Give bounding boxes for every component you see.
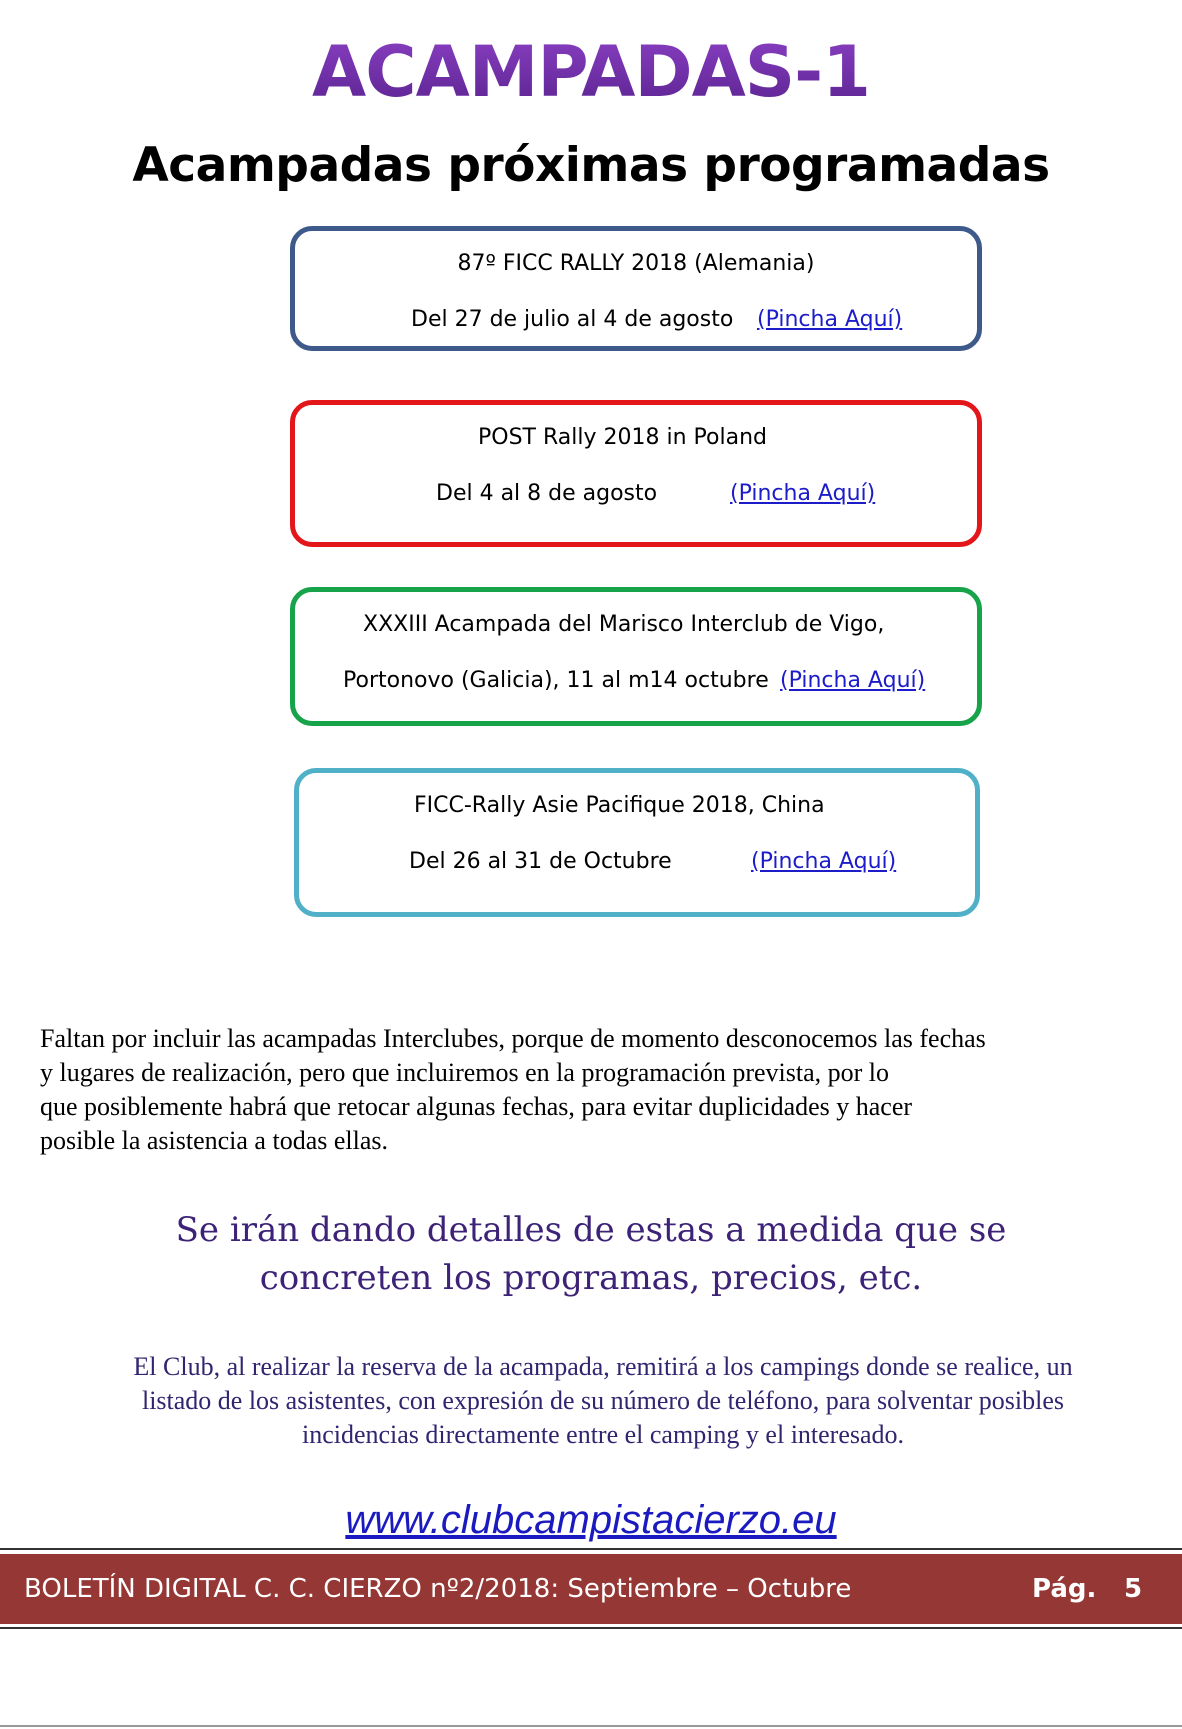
note-line: listado de los asistentes, con expresión de su número de teléfono, para solventar posibles [141,1386,1065,1415]
notice-line: concreten los programas, precios, etc. [259,1258,923,1298]
event-name: POST Rally 2018 in Poland [478,425,767,450]
event-dates: Del 4 al 8 de agosto [436,481,658,506]
footer-divider-top [0,1548,1182,1550]
notice-line: Se irán dando detalles de estas a medida que se [175,1210,1007,1250]
event-card-ficc-asie-pacifique [294,768,980,917]
website-link[interactable]: www.clubcampistacierzo.eu [345,1498,837,1542]
event-dates: Del 27 de julio al 4 de agosto [411,307,734,332]
paragraph-line: y lugares de realización, pero que incluiremos en la programación prevista, por lo [40,1058,890,1087]
bulletin-label: BOLETÍN DIGITAL C. C. CIERZO nº2/2018: Septiembre – Octubre [24,1574,852,1604]
event-card-acampada-marisco [290,587,982,726]
note-line: El Club, al realizar la reserva de la acampada, remitirá a los campings donde se realice, un [133,1352,1073,1381]
event-link[interactable]: (Pincha Aquí) [730,481,876,506]
event-card-post-rally-poland [290,400,982,547]
event-name: 87º FICC RALLY 2018 (Alemania) [457,251,815,276]
page-subtitle: Acampadas próximas programadas [132,138,1050,193]
event-name: XXXIII Acampada del Marisco Interclub de Vigo, [363,612,885,637]
page-label: Pág. [1032,1574,1097,1604]
paragraph-line: Faltan por incluir las acampadas Interclubes, porque de momento desconocemos las fechas [40,1024,986,1053]
event-link[interactable]: (Pincha Aquí) [780,668,926,693]
paragraph-line: que posiblemente habrá que retocar algunas fechas, para evitar duplicidades y hacer [40,1092,913,1121]
event-card-ficc-rally [290,226,982,351]
club-reservation-note [48,1350,1158,1452]
event-dates: Del 26 al 31 de Octubre [409,849,672,874]
event-dates: Portonovo (Galicia), 11 al m14 octubre [343,668,769,693]
event-link[interactable]: (Pincha Aquí) [751,849,897,874]
footer-divider-bottom [0,1627,1182,1629]
details-notice [0,1206,1182,1302]
note-line: incidencias directamente entre el camping y el interesado. [301,1420,905,1449]
event-name: FICC-Rally Asie Pacifique 2018, China [414,793,825,818]
page-bottom-divider [0,1725,1182,1727]
paragraph-line: posible la asistencia a todas ellas. [40,1126,389,1155]
page-title: ACAMPADAS-1 [0,32,1182,112]
event-link[interactable]: (Pincha Aquí) [757,307,903,332]
footer-bar [0,1554,1182,1624]
page-number: 5 [1124,1574,1143,1604]
pending-camps-paragraph [40,1022,1175,1158]
